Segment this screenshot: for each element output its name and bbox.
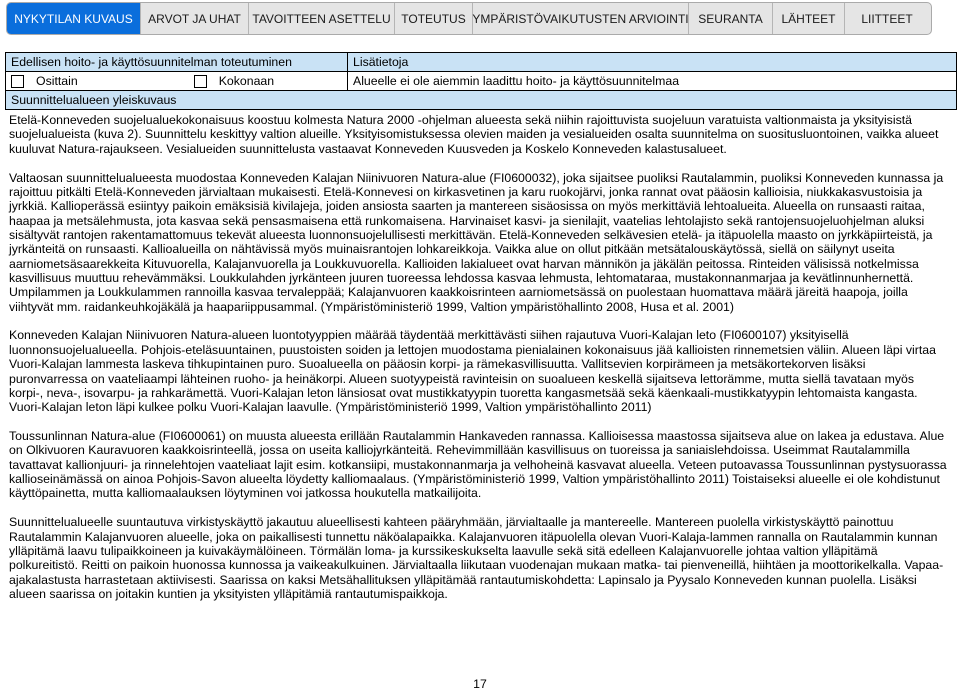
tab-lahteet[interactable]: LÄHTEET [773, 3, 845, 34]
paragraph: Valtaosan suunnittelualueesta muodostaa Konneveden Kalajan Niinivuoren Natura-alue (FI0600032), joka sijaitsee puoliksi Rautalammin, puoliksi Konneveden kunnassa ja rajoittuu pitkälti Etelä-Konneveden järvialtaan mukaisesti. Etelä-Konnevesi on kirkasvetinen ja karu ruokojärvi, jonka rannat ovat pääosin kallioisia, niukkakasvustoisia ja jyrkkiä. Kallioperässä esiintyy paikoin emäksisiä kivilajeja, joiden ansiosta saarten ja mantereen sisäosissa on myös merkittäviä lehtoalueita. Alueella on runsaasti raitaa, haapaa ja metsälehmusta, jota kasvaa sekä pensasmaisena että runkomaisena. Harvinaiset kasvi- ja sienilajit, vaatelias lehtolajisto sekä rantojensuojeluohjelman aluksi sisältyvät rantojen rakentamattomuus tekevät alueesta luonnonsuojelullisesti merkittävän. Etelä-Konneveden selkävesien etelä- ja itäpuolella maasto on jyrkkäpiirteistä, ja jyrkänteitä on runsaasti. Kallioalueilla on nähtävissä myös muinaisrantojen lohkareikkoja. Vaikka alue on ollut pitkään metsätalouskäytössä, siellä on säilynyt useita aarniometsäsaarekkeita Kituvuorella, Kalajanvuorella ja Loukkuvuorella. Kallioiden lakialueet ovat harvan männikön ja jäkälän peitossa. Rinteiden välisissä notkelmissa kasvillisuus muuttuu rehevämmäksi. Loukkulahden jyrkänteen juuren tuoreessa lehdossa kasvaa lehmusta, lehtomataraa, mustakonnanmarjaa ja kevätlinnunhernettä. Umpilammen ja Loukkulammen rannoilla kasvaa tervaleppää; Kalajanvuoren kaakkoisrinteen aarniometsässä on puolestaan huomattava määrä järeitä haapoja, joilla viihtyvät mm. raidankeuhkojäkälä ja haapariippusammal. (Ympäristöministeriö 1999, Valtion ympäristöhallinto 2008, Husa et al. 2001) [9, 170, 944, 314]
section-title: Suunnittelualueen yleiskuvaus [6, 91, 957, 110]
tab-arvot-ja-uhat[interactable]: ARVOT JA UHAT [141, 3, 249, 34]
tab-seuranta[interactable]: SEURANTA [689, 3, 773, 34]
tab-tavoitteen-asettelu[interactable]: TAVOITTEEN ASETTELU [249, 3, 395, 34]
tab-toteutus[interactable]: TOTEUTUS [395, 3, 473, 34]
tab-liitteet[interactable]: LIITTEET [861, 11, 913, 26]
additional-info-header: Lisätietoja [348, 53, 957, 72]
paragraph: Suunnittelualueelle suuntautuva virkistyskäyttö jakautuu alueellisesti kahteen pääryhmään, järvialtaalle ja mantereelle. Mantereen puolella virkistyskäyttö painottuu Rautalammin Kalajanvuoren alueelle, joka on paikallisesti tunnettu näköalapaikka. Kalajanvuoren itäpuolella olevan Vuori-Kalaja-lammen rannalla on Rautalammin kunnan ylläpitämä laavu tulipaikkoineen ja kuivakäymälöineen. Törmälän lomа- ja kurssikeskukselta laavulle sekä sitä edelleen Kalajanvuorelle johtaa valtion ylläpitämä polkureitistö. Reitti on paikoin huonossa kunnossa ja vaikeakulkuinen. Järvialtaalla liikutaan vuodenajan mukaan matka- tai pienveneillä, hiihtäen ja moottorikelkalla. Vapaa-ajakalastusta harrastetaan aktiivisesti. Saarissa on kaksi Metsähallituksen ylläpitämää rantautumiskohdetta: Lapinsalo ja Pyysalo Konneveden kunnan puolella. Lisäksi alueen saarissa on joitakin kuntien ja yksityisten ylläpitämiä rantautumispaikkoja. [9, 515, 944, 601]
additional-info-value: Alueelle ei ole aiemmin laadittu hoito- ja käyttösuunnitelmaa [348, 72, 957, 91]
overview-text [9, 113, 947, 616]
top-navigation [6, 2, 932, 35]
tab-ymparistovaikutusten-arviointi[interactable]: YMPÄRISTÖVAIKUTUSTEN ARVIOINTI [473, 3, 689, 34]
kokonaan-label: Kokonaan [218, 74, 275, 88]
status-options [6, 72, 348, 91]
tab-nykytilan-kuvaus[interactable]: NYKYTILAN KUVAUS [7, 3, 141, 34]
osittain-checkbox[interactable] [11, 75, 24, 88]
paragraph: Etelä-Konneveden suojelualuekokonaisuus koostuu kolmesta Natura 2000 -ohjelman alueesta sekä niihin rajoittuvista suojeluun varatuista valtionmaista ja yksityisistä suojelualueista (kuva 2). Suunnittelu keskittyy valtion alueille. Yksityisomistuksessa olevien maiden ja vesialueiden osalta suunnitelma on suositusluontoinen, vaikka alueet kuuluvat Natura-rajaukseen. Vesialueiden suunnittelusta vastaavat Konneveden Kuusveden ja Koskelo Konneveden kalastusalueet. [9, 113, 939, 156]
paragraph: Toussunlinnan Natura-alue (FI0600061) on muusta alueesta erillään Rautalammin Hankaveden rannassa. Kallioisessa maastossa sijaitseva alue on lakea ja edustava. Alue on Olkivuoren Kauravuoren kaakkoisrinteellä, jossa on useita kalliojyrkänteitä. Rehevimmillään kasvillisuus on tuoreissa ja saniaislehdoissa. Useimmat Rautalammilla tavattavat kallionjuuri- ja rinnelehtojen vaateliaat lajit esim. kotkansiipi, mustakonnanmarja ja velhoheinä kasvavat alueella. Veteen putoavassa Toussunlinnan pystysuorassa kallioseinämässä on ainoa Pohjois-Savon alueelta löydetty kalliomaalaus. (Ympäristöministeriö 1999, Valtion ympäristöhallinto 2011) Toistaiseksi alueelle ei ole kohdistunut käyttöpainetta, mutta kalliomaalauksen löytyminen voi jatkossa houkutella matkailijoita. [9, 429, 947, 501]
page-number: 17 [473, 677, 487, 691]
kokonaan-checkbox[interactable] [194, 75, 207, 88]
implementation-status-table [5, 52, 957, 110]
previous-plan-header: Edellisen hoito- ja käyttösuunnitelman toteutuminen [6, 53, 348, 72]
paragraph: Konneveden Kalajan Niinivuoren Natura-alueen luontotyyppien määrää täydentää merkittävästi siihen rajautuva Vuori-Kalajan leto (FI0600107) yksityisellä luonnonsuojelualueella. Pohjois-eteläsuuntainen, puustoisten soiden ja lettojen muodostama pienialainen kokonaisuus jää kallioisten rinnemetsien väliin. Alueen läpi virtaa Vuori-Kalajan lammesta laskeva tihkupintainen puro. Suoalueella on pääosin korpi- ja rämekasvillisuutta. Vallitsevien korpirämeen ja metsäkortekorven lisäksi puronvarressa on vaateliaampi lähteinen ruoho- ja heinäkorpi. Alueen suotyypeistä ravinteisin on suoalueen keskellä sijaitseva lettorämme, mutta siellä tavataan myös korpi-, neva-, isovarpu- ja rahkarämettä. Vuori-Kalajan leton länsiosat ovat mustikkatyypin tuoretta kangasmetsää sekä käenkaali-mustikkatyypin lehtomaista kangasta. Vuori-Kalajan leton läpi kulkee polku Vuori-Kalajan laavulle. (Ympäristöministeriö 1999, Valtion ympäristöhallinto 2011) [9, 328, 936, 415]
osittain-label: Osittain [36, 74, 78, 88]
